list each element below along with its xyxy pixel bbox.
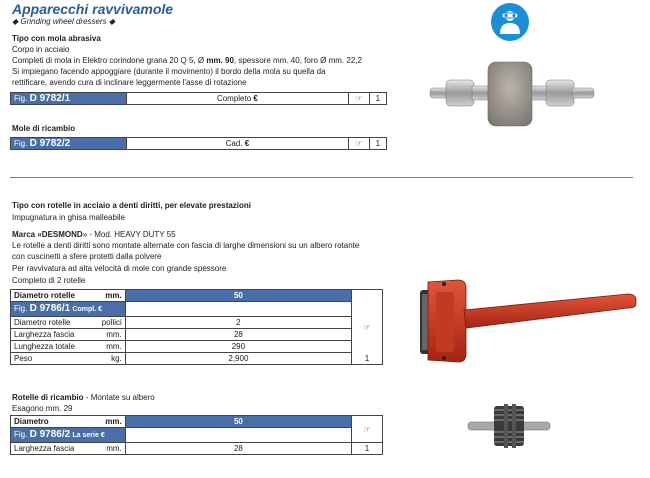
price-cell [127,138,348,150]
page-title: Apparecchi ravvivamole [12,1,174,17]
hand-cell [348,138,369,150]
spec-value: 28 [125,443,351,455]
section1-line2 [12,56,362,66]
pointing-hand-icon: ☞ [363,424,371,434]
price-cell [127,93,348,105]
fig-note: Compl. € [72,306,102,313]
diam-label: Diametro [14,417,49,426]
fig-cell [11,93,127,105]
diam-unit: mm. [105,291,122,300]
fig-code: D 9786/2 [29,429,71,440]
spec-label: Peso [14,354,33,363]
spec-unit: mm. [106,342,122,351]
currency: € [244,139,250,148]
section3-line1: Impugnatura in ghisa malleabile [12,213,125,222]
fig-label: Fig. [14,139,28,148]
spec-value: 2,900 [125,353,351,365]
spec-value: 28 [125,329,351,341]
fig-code: D 9782/2 [29,138,71,149]
spec-label: Lunghezza totale [14,342,75,351]
qty-cell: 1 [352,443,383,455]
section1-line2-post: , spessore mm. 40, foro Ø mm. 22,2 [233,56,362,65]
section2-heading: Mole di ricambio [12,124,76,133]
section1-line2-pre: Completi di mola in Elektro corindone grana 20 Q 5, Ø [12,56,207,65]
spec-value: 290 [125,341,351,353]
fig-cell [11,428,126,443]
spec-unit: mm. [106,444,122,453]
diam-value: 50 [125,290,351,302]
section3-line2: Le rotelle a denti diritti sono montate alternate con fascia di larghe dimensioni su un albero rotante [12,241,360,250]
spec-unit: pollici [101,318,122,327]
fig-note: La serie € [72,432,105,439]
section1-price-table [10,92,387,105]
spec-label-cell [11,317,126,329]
price-cell [125,428,351,443]
hand-cell [348,93,369,105]
spec-label: Diametro rotelle [14,318,71,327]
pointing-hand-icon: ☞ [363,322,371,332]
section1-heading: Tipo con mola abrasiva [12,34,101,43]
fig-cell [11,302,126,317]
section4-heading-post: - Montate su albero [83,393,155,402]
spare-wheel-image [466,402,552,450]
page-subtitle: ◆ Grinding wheel dressers ◆ [12,17,116,26]
diam-header [11,416,126,428]
spec-unit: kg. [111,354,122,363]
section3-brand [12,230,176,240]
section4-heading [12,393,155,403]
desmond-dresser-image [418,274,640,366]
fig-label: Fig. [14,304,28,313]
diam-label: Diametro rotelle [14,291,75,300]
price-label: Cad. [225,139,243,148]
spec-label: Larghezza fascia [14,444,75,453]
diam-header [11,290,126,302]
spec-value: 2 [125,317,351,329]
brand-pre: Marca « [12,230,42,239]
spec-unit: mm. [106,330,122,339]
fig-label: Fig. [14,94,28,103]
section1-line1: Corpo in acciaio [12,45,70,54]
section2-price-table [10,137,387,150]
qty-cell: 1 [369,138,386,150]
section3-heading: Tipo con rotelle in acciaio a denti diritti, per elevate prestazioni [12,201,252,210]
pointing-hand-icon: ☞ [355,139,363,148]
section-divider [10,177,633,178]
spec-label-cell [11,329,126,341]
fig-code: D 9782/1 [29,93,71,104]
section4-spec-table [10,415,383,455]
hand-cell [352,416,383,443]
spec-label-cell [11,353,126,365]
spec-label-cell [11,341,126,353]
section1-line4: rettificare, avendo cura di inclinare leggermente l'asse di rotazione [12,78,247,87]
section4-line1: Esagono mm. 29 [12,404,73,413]
brand-post: » - Mod. HEAVY DUTY 55 [82,230,176,239]
fig-label: Fig. [14,430,28,439]
eye-protection-icon [490,2,530,42]
pointing-hand-icon: ☞ [355,94,363,103]
currency: € [253,94,258,103]
spec-label: Larghezza fascia [14,330,75,339]
qty-cell: 1 [369,93,386,105]
grinding-wheel-dresser-image [428,54,600,134]
fig-cell [11,138,127,150]
spec-label-cell [11,443,126,455]
section3-spec-table [10,289,383,376]
spacer [11,365,352,377]
section3-line5: Completo di 2 rotelle [12,276,86,285]
diam-value: 50 [125,416,351,428]
price-cell [125,302,351,317]
section1-line3: Si impiegano facendo appoggiare (durante il movimento) il bordo della mola su quella da [12,67,326,76]
price-label: Completo [216,94,252,103]
section3-line3: con cuscinetti a sfere protetti dalla polvere [12,252,162,261]
fig-code: D 9786/1 [29,303,71,314]
section3-line4: Per ravvivatura ad alta velocità di mole con grande spessore [12,264,227,273]
brand-name: DESMOND [41,230,83,239]
section4-heading-bold: Rotelle di ricambio [12,393,84,402]
qty-cell: 1 [364,354,370,363]
section1-line2-bold: mm. 90 [206,56,234,65]
diam-unit: mm. [105,417,122,426]
